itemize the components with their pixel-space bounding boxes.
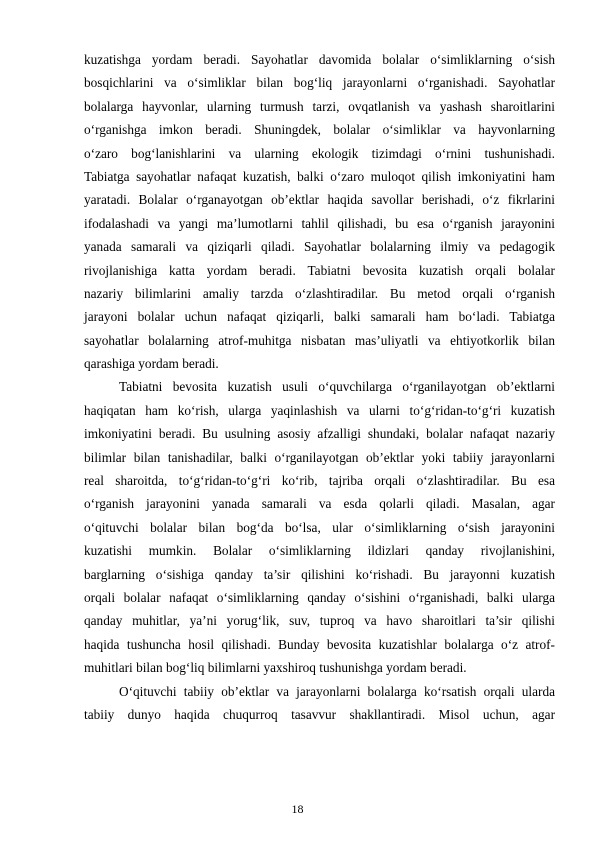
text-line: bolalarga hayvonlar, ularning turmush tarzi, ovqatlanish va yashash sharoitlarini [84,98,555,114]
document-body [84,48,555,726]
text-line: o‘zaro bog‘lanishlarini va ularning ekologik tizimdagi o‘rnini tushunishadi. [84,145,555,161]
text-line: jarayoni bolalar uchun nafaqat qiziqarli, balki samarali ham bo‘ladi. Tabiatga [84,309,555,325]
text-line: qarashiga yordam beradi. [84,356,219,372]
text-line: Tabiatga sayohatlar nafaqat kuzatish, balki o‘zaro muloqot qilish imkoniyatini ham [84,168,555,184]
text-line: rivojlanishiga katta yordam beradi. Tabiatni bevosita kuzatish orqali bolalar [84,262,555,278]
text-line: tabiiy dunyo haqida chuqurroq tasavvur shakllantiradi. Misol uchun, agar [84,706,555,722]
text-line: bosqichlarini va o‘simliklar bilan bog‘liq jarayonlarni o‘rganishadi. Sayohatlar [84,75,555,91]
page-number: 18 [291,802,304,816]
text-line: kuzatishi mumkin. Bolalar o‘simliklarning ildizlari qanday rivojlanishini, [84,543,555,559]
text-line: nazariy bilimlarini amaliy tarzda o‘zlashtiradilar. Bu metod orqali o‘rganish [84,285,555,301]
text-line: qanday muhitlar, ya’ni yorug‘lik, suv, tuproq va havo sharoitlari ta’sir qilishi [84,613,555,629]
text-line: bilimlar bilan tanishadilar, balki o‘rganilayotgan ob’ektlar yoki tabiiy jarayonlarni [84,449,555,465]
text-line: haqida tushuncha hosil qilishadi. Bunday bevosita kuzatishlar bolalarga o‘z atrof- [84,636,555,652]
text-line: ifodalashadi va yangi ma’lumotlarni tahlil qilishadi, bu esa o‘rganish jarayonini [84,215,555,231]
text-line: imkoniyatini beradi. Bu usulning asosiy afzalligi shundaki, bolalar nafaqat nazariy [84,426,555,442]
text-line: o‘qituvchi bolalar bilan bog‘da bo‘lsa, ular o‘simliklarning o‘sish jarayonini [84,519,555,535]
text-line: muhitlari bilan bog‘liq bilimlarni yaxshiroq tushunishga yordam beradi. [84,660,467,676]
text-line: o‘rganish jarayonini yanada samarali va esda qolarli qiladi. Masalan, agar [84,496,555,512]
text-line: haqiqatan ham ko‘rish, ularga yaqinlashish va ularni to‘g‘ridan-to‘g‘ri kuzatish [84,402,555,418]
text-line: o‘rganishga imkon beradi. Shuningdek, bolalar o‘simliklar va hayvonlarning [84,122,555,138]
text-line: O‘qituvchi tabiiy ob’ektlar va jarayonlarni bolalarga ko‘rsatish orqali ularda [119,683,555,699]
text-line: real sharoitda, to‘g‘ridan-to‘g‘ri ko‘rib, tajriba orqali o‘zlashtiradilar. Bu esa [84,473,555,489]
text-line: kuzatishga yordam beradi. Sayohatlar davomida bolalar o‘simliklarning o‘sish [84,52,555,67]
text-line: yaratadi. Bolalar o‘rganayotgan ob’ektlar haqida savollar berishadi, o‘z fikrlarini [84,192,555,208]
text-line: sayohatlar bolalarning atrof-muhitga nisbatan mas’uliyatli va ehtiyotkorlik bilan [84,332,555,348]
text-line: yanada samarali va qiziqarli qiladi. Sayohatlar bolalarning ilmiy va pedagogik [84,239,555,255]
text-line: Tabiatni bevosita kuzatish usuli o‘quvchilarga o‘rganilayotgan ob’ektlarni [119,379,555,395]
text-line: barglarning o‘sishiga qanday ta’sir qilishini ko‘rishadi. Bu jarayonni kuzatish [84,566,555,582]
text-line: orqali bolalar nafaqat o‘simliklarning qanday o‘sishini o‘rganishadi, balki ularga [84,589,555,605]
